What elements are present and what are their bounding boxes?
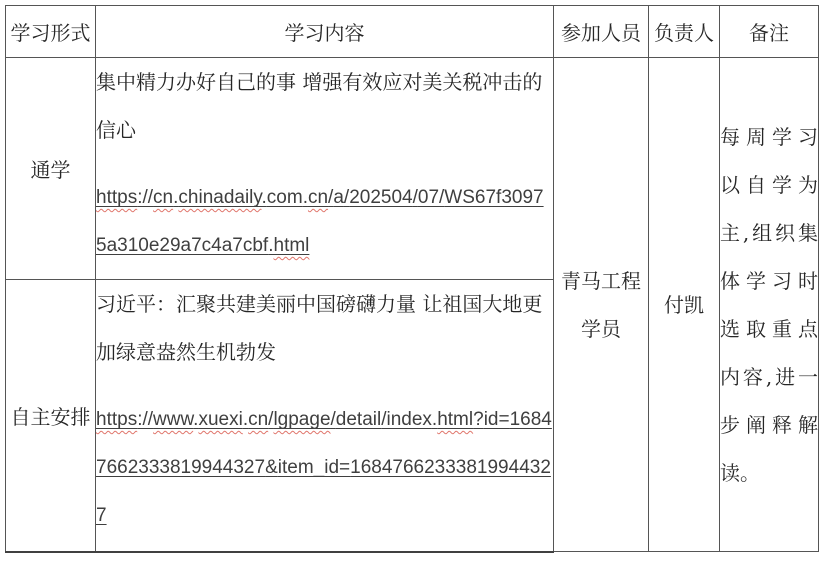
header-study-content: 学习内容 — [96, 6, 554, 58]
study-form-cell — [6, 280, 96, 552]
study-schedule-table — [5, 5, 819, 553]
participants-cell — [554, 58, 649, 552]
study-content-cell — [96, 58, 554, 280]
header-participants: 参加人员 — [554, 6, 649, 58]
study-content-cell — [96, 280, 554, 552]
study-form-cell — [6, 58, 96, 280]
remarks-cell — [720, 58, 819, 552]
study-form-label: 自主安排 — [10, 404, 91, 429]
content-paragraph: 集中精力办好自己的事 增强有效应对美关税冲击的信心 — [96, 70, 543, 142]
header-leader: 负责人 — [649, 6, 720, 58]
paragraph-gap — [96, 154, 553, 174]
study-form-label: 通学 — [30, 158, 71, 182]
content-url-link[interactable]: https://cn.chinadaily.com.cn/a/202504/07/WS67f30975a310e29a7c4a7cbf.html — [96, 187, 544, 256]
leader-text: 付凯 — [664, 292, 704, 317]
header-remarks: 备注 — [720, 6, 819, 58]
participants-text: 青马工程学员 — [561, 268, 641, 341]
header-study-form: 学习形式 — [6, 6, 96, 58]
content-paragraph: 习近平：汇聚共建美丽中国磅礴力量 让祖国大地更加绿意盎然生机勃发 — [96, 292, 543, 364]
content-url-link[interactable]: https://www.xuexi.cn/lgpage/detail/index.html?id=16847662333819944327&item_id=16847662333819944327 — [96, 409, 552, 526]
table-row — [6, 58, 819, 280]
remarks-text: 每周学习以自学为主,组织集体学习时选取重点内容,进一步阐释解读。 — [720, 124, 818, 485]
table-header-row — [6, 6, 819, 58]
paragraph-gap — [96, 376, 553, 396]
leader-cell — [649, 58, 720, 552]
